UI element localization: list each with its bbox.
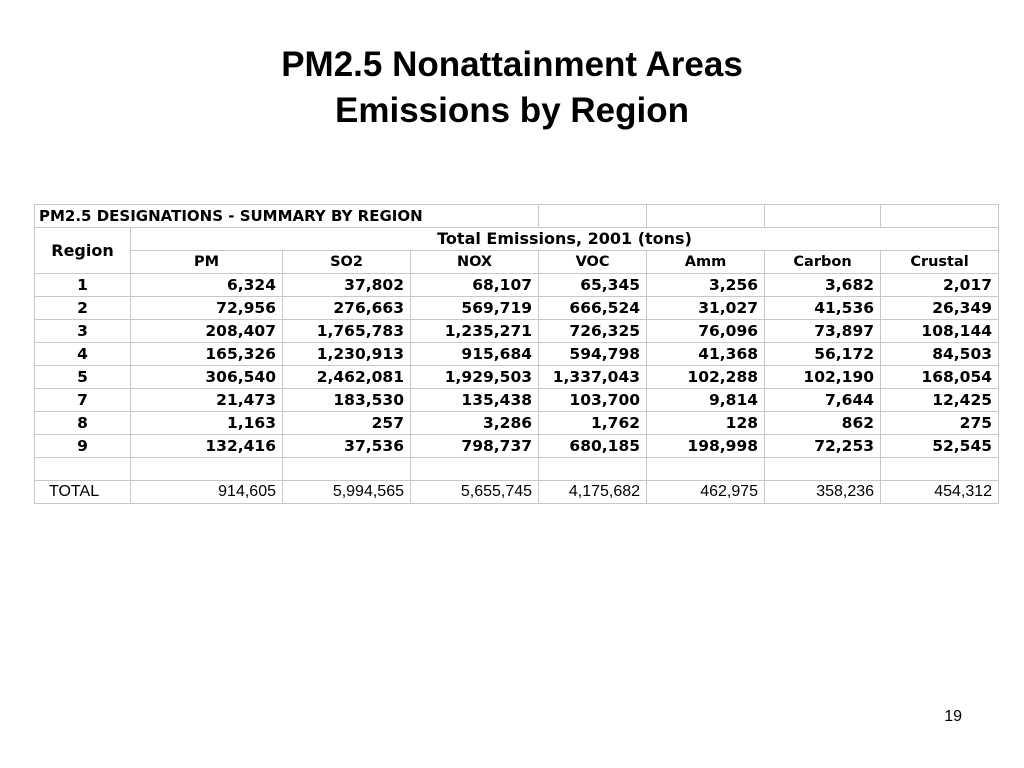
value-cell-amm: 41,368 xyxy=(647,343,765,366)
value-cell-amm: 76,096 xyxy=(647,320,765,343)
total-row xyxy=(35,481,999,504)
value-cell-nox: 798,737 xyxy=(411,435,539,458)
value-cell-nox: 3,286 xyxy=(411,412,539,435)
total-cell-crustal: 454,312 xyxy=(881,481,999,504)
value-cell-voc: 65,345 xyxy=(539,274,647,297)
value-cell-voc: 103,700 xyxy=(539,389,647,412)
table-row xyxy=(35,412,999,435)
value-cell-carbon: 41,536 xyxy=(765,297,881,320)
table-row xyxy=(35,343,999,366)
region-cell: 1 xyxy=(35,274,131,297)
slide-title xyxy=(0,42,1024,134)
value-cell-crustal: 168,054 xyxy=(881,366,999,389)
table-row xyxy=(35,389,999,412)
column-header-amm: Amm xyxy=(647,251,765,274)
value-cell-carbon: 102,190 xyxy=(765,366,881,389)
value-cell-carbon: 862 xyxy=(765,412,881,435)
value-cell-voc: 666,524 xyxy=(539,297,647,320)
slide-title-line-2: Emissions by Region xyxy=(335,91,689,130)
value-cell-crustal: 52,545 xyxy=(881,435,999,458)
table-row xyxy=(35,297,999,320)
region-cell: 3 xyxy=(35,320,131,343)
value-cell-crustal: 84,503 xyxy=(881,343,999,366)
empty-cell xyxy=(765,458,881,481)
value-cell-voc: 1,337,043 xyxy=(539,366,647,389)
value-cell-amm: 3,256 xyxy=(647,274,765,297)
empty-cell xyxy=(647,458,765,481)
value-cell-so2: 183,530 xyxy=(283,389,411,412)
value-cell-so2: 2,462,081 xyxy=(283,366,411,389)
empty-cell xyxy=(881,205,999,228)
empty-cell xyxy=(283,458,411,481)
region-cell: 9 xyxy=(35,435,131,458)
region-header: Region xyxy=(35,228,131,274)
value-cell-crustal: 12,425 xyxy=(881,389,999,412)
value-cell-nox: 569,719 xyxy=(411,297,539,320)
empty-cell xyxy=(539,205,647,228)
table-row xyxy=(35,320,999,343)
column-header-pm: PM xyxy=(131,251,283,274)
region-cell: 5 xyxy=(35,366,131,389)
value-cell-voc: 726,325 xyxy=(539,320,647,343)
value-cell-so2: 257 xyxy=(283,412,411,435)
value-cell-so2: 276,663 xyxy=(283,297,411,320)
region-cell: 4 xyxy=(35,343,131,366)
value-cell-carbon: 72,253 xyxy=(765,435,881,458)
table-caption: PM2.5 DESIGNATIONS - SUMMARY BY REGION xyxy=(35,205,539,228)
value-cell-amm: 198,998 xyxy=(647,435,765,458)
table-row xyxy=(35,366,999,389)
value-cell-amm: 9,814 xyxy=(647,389,765,412)
group-header-row xyxy=(35,228,999,251)
column-header-crustal: Crustal xyxy=(881,251,999,274)
value-cell-voc: 594,798 xyxy=(539,343,647,366)
value-cell-carbon: 7,644 xyxy=(765,389,881,412)
empty-cell xyxy=(539,458,647,481)
total-cell-pm: 914,605 xyxy=(131,481,283,504)
empty-cell xyxy=(131,458,283,481)
value-cell-nox: 68,107 xyxy=(411,274,539,297)
table-row xyxy=(35,274,999,297)
emissions-table xyxy=(34,204,999,504)
column-header-carbon: Carbon xyxy=(765,251,881,274)
column-header-nox: NOX xyxy=(411,251,539,274)
value-cell-pm: 306,540 xyxy=(131,366,283,389)
value-cell-crustal: 2,017 xyxy=(881,274,999,297)
value-cell-carbon: 56,172 xyxy=(765,343,881,366)
region-cell: 2 xyxy=(35,297,131,320)
empty-cell xyxy=(765,205,881,228)
region-cell: 8 xyxy=(35,412,131,435)
value-cell-carbon: 3,682 xyxy=(765,274,881,297)
value-cell-crustal: 108,144 xyxy=(881,320,999,343)
value-cell-so2: 1,765,783 xyxy=(283,320,411,343)
value-cell-pm: 1,163 xyxy=(131,412,283,435)
region-cell: 7 xyxy=(35,389,131,412)
empty-cell xyxy=(411,458,539,481)
value-cell-pm: 208,407 xyxy=(131,320,283,343)
value-cell-amm: 128 xyxy=(647,412,765,435)
value-cell-crustal: 275 xyxy=(881,412,999,435)
total-cell-nox: 5,655,745 xyxy=(411,481,539,504)
empty-cell xyxy=(35,458,131,481)
value-cell-nox: 135,438 xyxy=(411,389,539,412)
value-cell-amm: 102,288 xyxy=(647,366,765,389)
value-cell-voc: 680,185 xyxy=(539,435,647,458)
value-cell-nox: 915,684 xyxy=(411,343,539,366)
value-cell-pm: 72,956 xyxy=(131,297,283,320)
value-cell-amm: 31,027 xyxy=(647,297,765,320)
value-cell-crustal: 26,349 xyxy=(881,297,999,320)
value-cell-carbon: 73,897 xyxy=(765,320,881,343)
value-cell-so2: 37,536 xyxy=(283,435,411,458)
total-cell-voc: 4,175,682 xyxy=(539,481,647,504)
emissions-table-body xyxy=(35,205,999,504)
column-header-voc: VOC xyxy=(539,251,647,274)
page-number: 19 xyxy=(944,708,962,725)
value-cell-nox: 1,235,271 xyxy=(411,320,539,343)
slide-title-line-1: PM2.5 Nonattainment Areas xyxy=(281,45,743,84)
total-cell-amm: 462,975 xyxy=(647,481,765,504)
column-header-so2: SO2 xyxy=(283,251,411,274)
empty-cell xyxy=(647,205,765,228)
total-label: TOTAL xyxy=(35,481,131,504)
value-cell-pm: 132,416 xyxy=(131,435,283,458)
empty-cell xyxy=(881,458,999,481)
value-cell-so2: 37,802 xyxy=(283,274,411,297)
blank-row xyxy=(35,458,999,481)
value-cell-nox: 1,929,503 xyxy=(411,366,539,389)
total-cell-so2: 5,994,565 xyxy=(283,481,411,504)
column-header-row xyxy=(35,251,999,274)
value-cell-pm: 165,326 xyxy=(131,343,283,366)
value-cell-so2: 1,230,913 xyxy=(283,343,411,366)
value-cell-pm: 21,473 xyxy=(131,389,283,412)
total-cell-carbon: 358,236 xyxy=(765,481,881,504)
value-cell-pm: 6,324 xyxy=(131,274,283,297)
table-row xyxy=(35,435,999,458)
value-cell-voc: 1,762 xyxy=(539,412,647,435)
caption-row xyxy=(35,205,999,228)
total-emissions-header: Total Emissions, 2001 (tons) xyxy=(131,228,999,251)
